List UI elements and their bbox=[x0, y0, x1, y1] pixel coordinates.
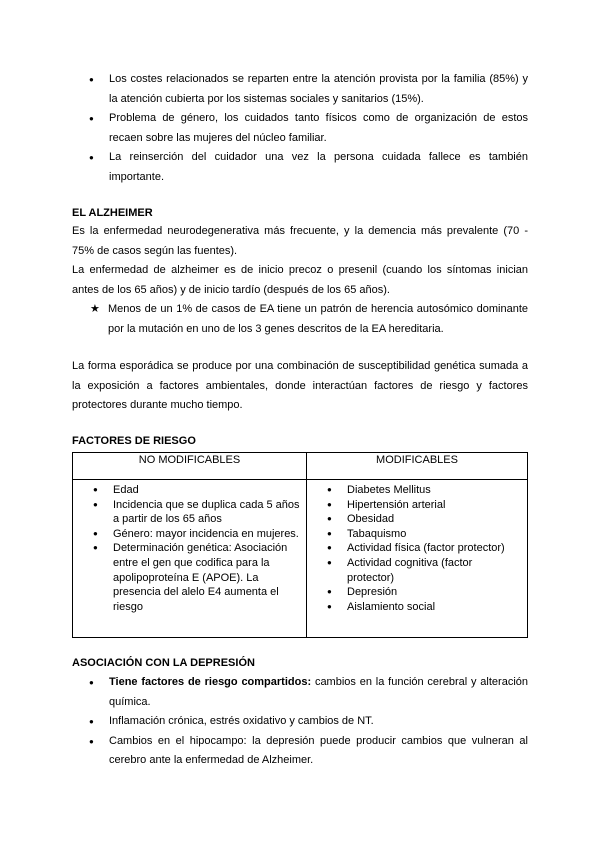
section-heading-risk: FACTORES DE RIESGO bbox=[72, 435, 196, 447]
alzheimer-body bbox=[72, 222, 528, 339]
depression-list bbox=[72, 673, 528, 771]
list-item: ● Determinación genética: Asociación entre el gen que codifica para la apolipoproteína E (APOE). La presencia del alelo E4 aumenta el riesgo bbox=[73, 541, 300, 614]
list-item: ● Aislamiento social bbox=[307, 600, 521, 615]
section-heading-alzheimer: EL ALZHEIMER bbox=[72, 207, 153, 219]
list-item: ● Tabaquismo bbox=[307, 527, 521, 542]
list-item: ● La reinserción del cuidador una vez la persona cuidada fallece es también importante. bbox=[72, 148, 528, 187]
paragraph-sporadic: La forma esporádica se produce por una combinación de susceptibilidad genética sumada a la exposición a factores ambientales, donde interactúan factores de riesgo y factores protectores durante mucho tiempo. bbox=[72, 360, 528, 411]
section-heading-depression: ASOCIACIÓN CON LA DEPRESIÓN bbox=[72, 657, 255, 669]
list-item: ● Diabetes Mellitus bbox=[307, 483, 521, 498]
risk-factors-table bbox=[72, 452, 528, 638]
list-item: ● Cambios en el hipocampo: la depresión puede producir cambios que vulneran al cerebro ante la enfermedad de Alzheimer. bbox=[72, 732, 528, 771]
paragraph: La enfermedad de alzheimer es de inicio precoz o presenil (cuando los síntomas inician antes de los 65 años) y de inicio tardío (después de los 65 años). bbox=[72, 264, 528, 296]
list-item: ● Incidencia que se duplica cada 5 años a partir de los 65 años bbox=[73, 498, 300, 527]
table-header-non-modifiable: NO MODIFICABLES bbox=[73, 453, 307, 480]
list-item: ● Los costes relacionados se reparten entre la atención provista por la familia (85%) y la atención cubierta por los sistemas sociales y sanitarios (15%). bbox=[72, 70, 528, 109]
list-item bbox=[72, 673, 528, 712]
table-cell-non-modifiable bbox=[73, 480, 307, 638]
bold-lead: Tiene factores de riesgo compartidos: bbox=[109, 676, 312, 688]
list-item: ● Inflamación crónica, estrés oxidativo y cambios de NT. bbox=[72, 712, 528, 732]
list-item: ● Hipertensión arterial bbox=[307, 498, 521, 513]
list-item: ● Edad bbox=[73, 483, 300, 498]
list-item: ● Género: mayor incidencia en mujeres. bbox=[73, 527, 300, 542]
list-item: ● Actividad física (factor protector) bbox=[307, 541, 521, 556]
list-item: ● Actividad cognitiva (factor protector) bbox=[307, 556, 521, 585]
paragraph: Es la enfermedad neurodegenerativa más frecuente, y la demencia más prevalente (70 - 75% de casos según las fuentes). bbox=[72, 225, 528, 257]
table-cell-modifiable bbox=[307, 480, 528, 638]
top-bullet-list bbox=[72, 70, 528, 187]
star-list-item: ★ Menos de un 1% de casos de EA tiene un patrón de herencia autosómico dominante por la mutación en uno de los 3 genes descritos de la EA hereditaria. bbox=[72, 300, 528, 339]
list-item: ● Obesidad bbox=[307, 512, 521, 527]
table-header-modifiable: MODIFICABLES bbox=[307, 453, 528, 480]
list-item: ● Depresión bbox=[307, 585, 521, 600]
list-item: ● Problema de género, los cuidados tanto físicos como de organización de estos recaen sobre las mujeres del núcleo familiar. bbox=[72, 109, 528, 148]
item-text: cambios en la función cerebral y alteración química. bbox=[109, 676, 529, 708]
